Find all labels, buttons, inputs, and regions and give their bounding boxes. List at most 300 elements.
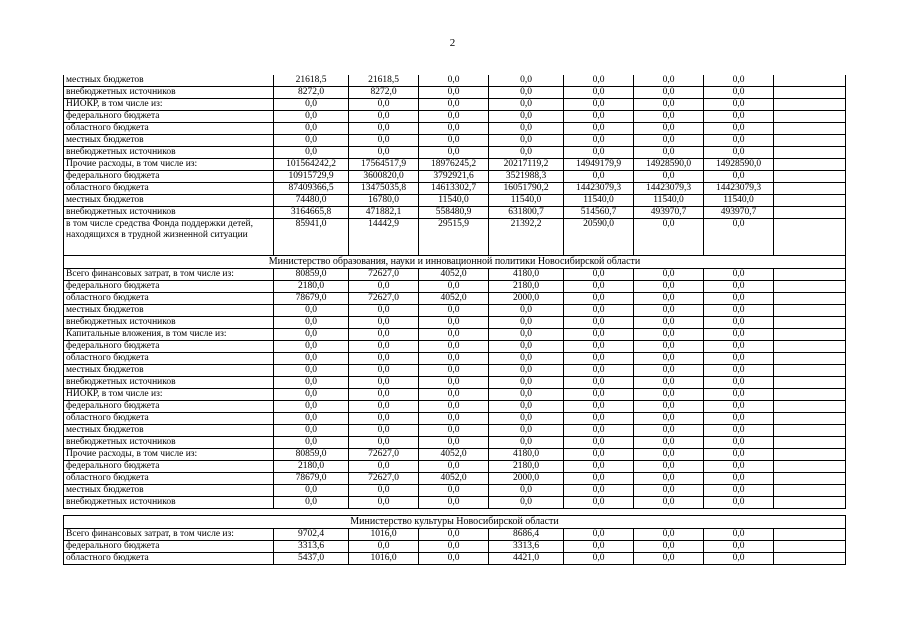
- value-cell: 0,0: [634, 365, 704, 377]
- row-label: федерального бюджета: [64, 111, 274, 123]
- value-cell: 0,0: [489, 87, 564, 99]
- value-cell: 0,0: [634, 449, 704, 461]
- value-cell: 0,0: [489, 75, 564, 87]
- value-cell: 0,0: [564, 75, 634, 87]
- value-cell: 0,0: [634, 87, 704, 99]
- table-row: [64, 305, 846, 317]
- value-cell: 0,0: [564, 497, 634, 509]
- value-cell: 0,0: [704, 389, 774, 401]
- value-cell: 0,0: [349, 437, 419, 449]
- row-label: областного бюджета: [64, 353, 274, 365]
- value-cell: 21618,5: [274, 75, 349, 87]
- empty-cell: [774, 159, 846, 171]
- value-cell: 0,0: [349, 99, 419, 111]
- value-cell: 0,0: [349, 329, 419, 341]
- table-row: [64, 473, 846, 485]
- value-cell: 0,0: [419, 541, 489, 553]
- row-label: областного бюджета: [64, 183, 274, 195]
- value-cell: 0,0: [349, 389, 419, 401]
- value-cell: 0,0: [634, 281, 704, 293]
- value-cell: 0,0: [489, 377, 564, 389]
- value-cell: 0,0: [704, 87, 774, 99]
- value-cell: 0,0: [704, 449, 774, 461]
- table-row: [64, 99, 846, 111]
- row-label: внебюджетных источников: [64, 207, 274, 219]
- value-cell: 0,0: [489, 497, 564, 509]
- value-cell: 0,0: [564, 413, 634, 425]
- value-cell: 0,0: [419, 341, 489, 353]
- value-cell: 0,0: [634, 123, 704, 135]
- row-label: федерального бюджета: [64, 341, 274, 353]
- value-cell: 0,0: [489, 365, 564, 377]
- value-cell: 0,0: [564, 341, 634, 353]
- value-cell: 0,0: [349, 353, 419, 365]
- value-cell: 0,0: [349, 485, 419, 497]
- value-cell: 0,0: [704, 293, 774, 305]
- value-cell: 0,0: [564, 553, 634, 565]
- value-cell: 0,0: [704, 485, 774, 497]
- value-cell: 0,0: [704, 553, 774, 565]
- empty-cell: [774, 207, 846, 219]
- row-label: федерального бюджета: [64, 281, 274, 293]
- value-cell: 0,0: [634, 269, 704, 281]
- empty-cell: [774, 305, 846, 317]
- value-cell: 0,0: [274, 135, 349, 147]
- value-cell: 0,0: [349, 281, 419, 293]
- value-cell: 0,0: [489, 135, 564, 147]
- value-cell: 0,0: [489, 401, 564, 413]
- value-cell: 0,0: [564, 461, 634, 473]
- value-cell: 0,0: [274, 123, 349, 135]
- value-cell: 9702,4: [274, 529, 349, 541]
- value-cell: 0,0: [419, 99, 489, 111]
- table-row: [64, 401, 846, 413]
- value-cell: 0,0: [634, 541, 704, 553]
- value-cell: 0,0: [634, 497, 704, 509]
- table-row: [64, 365, 846, 377]
- value-cell: 471882,1: [349, 207, 419, 219]
- value-cell: 0,0: [349, 377, 419, 389]
- value-cell: 0,0: [349, 401, 419, 413]
- value-cell: 0,0: [634, 219, 704, 256]
- value-cell: 18976245,2: [419, 159, 489, 171]
- table-row: [64, 485, 846, 497]
- row-label: внебюджетных источников: [64, 317, 274, 329]
- empty-cell: [774, 449, 846, 461]
- row-label: местных бюджетов: [64, 195, 274, 207]
- value-cell: 0,0: [704, 529, 774, 541]
- value-cell: 16051790,2: [489, 183, 564, 195]
- value-cell: 0,0: [349, 413, 419, 425]
- value-cell: 0,0: [564, 437, 634, 449]
- empty-cell: [774, 195, 846, 207]
- value-cell: 11540,0: [704, 195, 774, 207]
- value-cell: 14423079,3: [564, 183, 634, 195]
- value-cell: 0,0: [634, 353, 704, 365]
- value-cell: 0,0: [564, 171, 634, 183]
- value-cell: 4180,0: [489, 269, 564, 281]
- row-label: федерального бюджета: [64, 401, 274, 413]
- empty-cell: [774, 529, 846, 541]
- value-cell: 3792921,6: [419, 171, 489, 183]
- row-label: местных бюджетов: [64, 485, 274, 497]
- value-cell: 11540,0: [419, 195, 489, 207]
- value-cell: 0,0: [489, 485, 564, 497]
- budget-table: [63, 75, 846, 565]
- empty-cell: [774, 389, 846, 401]
- value-cell: 0,0: [274, 99, 349, 111]
- value-cell: 0,0: [274, 317, 349, 329]
- value-cell: 0,0: [634, 75, 704, 87]
- table-row: [64, 183, 846, 195]
- value-cell: 514560,7: [564, 207, 634, 219]
- value-cell: 0,0: [349, 365, 419, 377]
- value-cell: 85941,0: [274, 219, 349, 256]
- value-cell: 0,0: [704, 401, 774, 413]
- row-label: внебюджетных источников: [64, 377, 274, 389]
- value-cell: 0,0: [634, 305, 704, 317]
- value-cell: 0,0: [419, 365, 489, 377]
- value-cell: 11540,0: [489, 195, 564, 207]
- value-cell: 0,0: [489, 305, 564, 317]
- value-cell: 2180,0: [274, 281, 349, 293]
- value-cell: 0,0: [419, 87, 489, 99]
- row-label: местных бюджетов: [64, 305, 274, 317]
- value-cell: 0,0: [419, 497, 489, 509]
- value-cell: 493970,7: [704, 207, 774, 219]
- value-cell: 0,0: [274, 389, 349, 401]
- empty-cell: [774, 293, 846, 305]
- value-cell: 0,0: [704, 317, 774, 329]
- value-cell: 4421,0: [489, 553, 564, 565]
- value-cell: 0,0: [704, 305, 774, 317]
- value-cell: 3313,6: [274, 541, 349, 553]
- table-row: [64, 341, 846, 353]
- value-cell: 0,0: [704, 219, 774, 256]
- value-cell: 14928590,0: [634, 159, 704, 171]
- value-cell: 11540,0: [564, 195, 634, 207]
- empty-cell: [774, 75, 846, 87]
- value-cell: 8686,4: [489, 529, 564, 541]
- value-cell: 0,0: [489, 353, 564, 365]
- value-cell: 0,0: [419, 353, 489, 365]
- value-cell: 0,0: [419, 281, 489, 293]
- value-cell: 0,0: [419, 135, 489, 147]
- value-cell: 14949179,9: [564, 159, 634, 171]
- empty-cell: [774, 329, 846, 341]
- value-cell: 0,0: [419, 553, 489, 565]
- table-row: [64, 425, 846, 437]
- value-cell: 0,0: [349, 123, 419, 135]
- value-cell: 0,0: [634, 437, 704, 449]
- value-cell: 14442,9: [349, 219, 419, 256]
- value-cell: 0,0: [634, 473, 704, 485]
- table-row: [64, 497, 846, 509]
- value-cell: 1016,0: [349, 553, 419, 565]
- value-cell: 0,0: [704, 329, 774, 341]
- value-cell: 0,0: [564, 541, 634, 553]
- value-cell: 0,0: [564, 281, 634, 293]
- value-cell: 0,0: [274, 401, 349, 413]
- row-label: Капитальные вложения, в том числе из:: [64, 329, 274, 341]
- table-row: [64, 317, 846, 329]
- value-cell: 0,0: [274, 341, 349, 353]
- table-row: [64, 461, 846, 473]
- value-cell: 0,0: [419, 425, 489, 437]
- empty-cell: [774, 317, 846, 329]
- value-cell: 101564242,2: [274, 159, 349, 171]
- table-row: [64, 353, 846, 365]
- value-cell: 0,0: [564, 293, 634, 305]
- value-cell: 0,0: [489, 389, 564, 401]
- value-cell: 0,0: [704, 341, 774, 353]
- value-cell: 0,0: [489, 317, 564, 329]
- value-cell: 0,0: [634, 341, 704, 353]
- table-row: [64, 159, 846, 171]
- table-row: [64, 171, 846, 183]
- value-cell: 0,0: [564, 365, 634, 377]
- value-cell: 0,0: [274, 147, 349, 159]
- empty-cell: [774, 183, 846, 195]
- table-row: [64, 281, 846, 293]
- empty-cell: [774, 553, 846, 565]
- value-cell: 0,0: [704, 353, 774, 365]
- empty-cell: [774, 401, 846, 413]
- value-cell: 2000,0: [489, 293, 564, 305]
- value-cell: 74480,0: [274, 195, 349, 207]
- empty-cell: [774, 281, 846, 293]
- value-cell: 631800,7: [489, 207, 564, 219]
- row-label: федерального бюджета: [64, 461, 274, 473]
- empty-cell: [774, 461, 846, 473]
- value-cell: 4052,0: [419, 269, 489, 281]
- value-cell: 0,0: [489, 329, 564, 341]
- table-row: [64, 87, 846, 99]
- value-cell: 0,0: [634, 135, 704, 147]
- value-cell: 0,0: [564, 377, 634, 389]
- value-cell: 0,0: [489, 123, 564, 135]
- value-cell: 0,0: [634, 461, 704, 473]
- row-label: в том числе средства Фонда поддержки детей, находящихся в трудной жизненной ситуации: [64, 219, 274, 256]
- value-cell: 0,0: [704, 473, 774, 485]
- table-row: [64, 449, 846, 461]
- value-cell: 0,0: [564, 401, 634, 413]
- value-cell: 1016,0: [349, 529, 419, 541]
- value-cell: 8272,0: [274, 87, 349, 99]
- value-cell: 0,0: [489, 341, 564, 353]
- value-cell: 0,0: [564, 485, 634, 497]
- value-cell: 0,0: [704, 281, 774, 293]
- empty-cell: [774, 365, 846, 377]
- value-cell: 0,0: [349, 497, 419, 509]
- value-cell: 0,0: [634, 553, 704, 565]
- value-cell: 0,0: [274, 111, 349, 123]
- value-cell: 0,0: [564, 99, 634, 111]
- value-cell: 0,0: [704, 365, 774, 377]
- value-cell: 0,0: [634, 99, 704, 111]
- value-cell: 0,0: [634, 171, 704, 183]
- value-cell: 4180,0: [489, 449, 564, 461]
- row-label: областного бюджета: [64, 553, 274, 565]
- value-cell: 20217119,2: [489, 159, 564, 171]
- value-cell: 0,0: [419, 437, 489, 449]
- value-cell: 0,0: [634, 111, 704, 123]
- value-cell: 0,0: [704, 135, 774, 147]
- section-title: Министерство образования, науки и инновационной политики Новосибирской области: [64, 256, 846, 269]
- value-cell: 0,0: [274, 437, 349, 449]
- value-cell: 2180,0: [489, 461, 564, 473]
- value-cell: 0,0: [349, 461, 419, 473]
- table-row: [64, 269, 846, 281]
- value-cell: 14613302,7: [419, 183, 489, 195]
- empty-cell: [774, 99, 846, 111]
- value-cell: 0,0: [704, 75, 774, 87]
- row-label: местных бюджетов: [64, 425, 274, 437]
- empty-cell: [774, 353, 846, 365]
- section-title: Министерство культуры Новосибирской области: [64, 516, 846, 529]
- value-cell: 0,0: [704, 111, 774, 123]
- value-cell: 0,0: [419, 461, 489, 473]
- value-cell: 0,0: [349, 135, 419, 147]
- value-cell: 0,0: [564, 135, 634, 147]
- empty-cell: [774, 485, 846, 497]
- value-cell: 0,0: [274, 485, 349, 497]
- value-cell: 558480,9: [419, 207, 489, 219]
- table-row: [64, 529, 846, 541]
- table-row: [64, 219, 846, 256]
- empty-cell: [774, 541, 846, 553]
- empty-cell: [774, 111, 846, 123]
- value-cell: 2180,0: [489, 281, 564, 293]
- value-cell: 0,0: [419, 75, 489, 87]
- value-cell: 0,0: [634, 377, 704, 389]
- empty-cell: [774, 219, 846, 256]
- value-cell: 0,0: [349, 425, 419, 437]
- row-label: областного бюджета: [64, 293, 274, 305]
- value-cell: 0,0: [634, 329, 704, 341]
- value-cell: 0,0: [489, 99, 564, 111]
- value-cell: 0,0: [564, 87, 634, 99]
- value-cell: 0,0: [564, 269, 634, 281]
- value-cell: 0,0: [704, 461, 774, 473]
- value-cell: 0,0: [704, 541, 774, 553]
- value-cell: 4052,0: [419, 293, 489, 305]
- value-cell: 0,0: [274, 497, 349, 509]
- value-cell: 0,0: [419, 485, 489, 497]
- row-label: НИОКР, в том числе из:: [64, 389, 274, 401]
- value-cell: 3164665,8: [274, 207, 349, 219]
- value-cell: 0,0: [419, 111, 489, 123]
- table-row: [64, 377, 846, 389]
- table-row: [64, 389, 846, 401]
- row-label: Прочие расходы, в том числе из:: [64, 449, 274, 461]
- value-cell: 78679,0: [274, 473, 349, 485]
- value-cell: 0,0: [564, 329, 634, 341]
- value-cell: 80859,0: [274, 269, 349, 281]
- empty-cell: [774, 425, 846, 437]
- value-cell: 0,0: [704, 425, 774, 437]
- empty-cell: [774, 87, 846, 99]
- value-cell: 0,0: [419, 529, 489, 541]
- value-cell: 0,0: [634, 425, 704, 437]
- value-cell: 0,0: [704, 99, 774, 111]
- empty-cell: [774, 437, 846, 449]
- value-cell: 0,0: [564, 353, 634, 365]
- row-label: федерального бюджета: [64, 541, 274, 553]
- value-cell: 8272,0: [349, 87, 419, 99]
- row-label: внебюджетных источников: [64, 437, 274, 449]
- value-cell: 0,0: [419, 147, 489, 159]
- row-label: НИОКР, в том числе из:: [64, 99, 274, 111]
- value-cell: 5437,0: [274, 553, 349, 565]
- value-cell: 0,0: [419, 123, 489, 135]
- value-cell: 0,0: [634, 485, 704, 497]
- value-cell: 0,0: [564, 449, 634, 461]
- value-cell: 493970,7: [634, 207, 704, 219]
- value-cell: 0,0: [349, 305, 419, 317]
- value-cell: 3600820,0: [349, 171, 419, 183]
- value-cell: 4052,0: [419, 473, 489, 485]
- table-row: [64, 207, 846, 219]
- value-cell: 0,0: [704, 437, 774, 449]
- row-label: местных бюджетов: [64, 365, 274, 377]
- value-cell: 0,0: [704, 497, 774, 509]
- value-cell: 0,0: [634, 401, 704, 413]
- table-gap-row: [64, 509, 846, 516]
- row-label: Прочие расходы, в том числе из:: [64, 159, 274, 171]
- value-cell: 0,0: [489, 147, 564, 159]
- value-cell: 0,0: [564, 317, 634, 329]
- empty-cell: [774, 497, 846, 509]
- row-label: областного бюджета: [64, 413, 274, 425]
- row-label: внебюджетных источников: [64, 147, 274, 159]
- section-header-row: [64, 256, 846, 269]
- value-cell: 3521988,3: [489, 171, 564, 183]
- value-cell: 2000,0: [489, 473, 564, 485]
- value-cell: 14928590,0: [704, 159, 774, 171]
- empty-cell: [774, 413, 846, 425]
- value-cell: 0,0: [564, 305, 634, 317]
- empty-cell: [774, 135, 846, 147]
- table-row: [64, 123, 846, 135]
- section-header-row: [64, 516, 846, 529]
- value-cell: 0,0: [634, 317, 704, 329]
- row-label: федерального бюджета: [64, 171, 274, 183]
- value-cell: 72627,0: [349, 269, 419, 281]
- value-cell: 14423079,3: [704, 183, 774, 195]
- value-cell: 21618,5: [349, 75, 419, 87]
- value-cell: 0,0: [634, 293, 704, 305]
- value-cell: 0,0: [564, 389, 634, 401]
- table-row: [64, 195, 846, 207]
- table-row: [64, 329, 846, 341]
- value-cell: 10915729,9: [274, 171, 349, 183]
- empty-cell: [774, 147, 846, 159]
- empty-cell: [774, 341, 846, 353]
- value-cell: 0,0: [349, 541, 419, 553]
- value-cell: 0,0: [419, 317, 489, 329]
- empty-cell: [774, 473, 846, 485]
- value-cell: 16780,0: [349, 195, 419, 207]
- value-cell: 29515,9: [419, 219, 489, 256]
- table-row: [64, 413, 846, 425]
- value-cell: 0,0: [634, 147, 704, 159]
- value-cell: 20590,0: [564, 219, 634, 256]
- table-row: [64, 541, 846, 553]
- row-label: местных бюджетов: [64, 135, 274, 147]
- value-cell: 72627,0: [349, 293, 419, 305]
- empty-cell: [774, 269, 846, 281]
